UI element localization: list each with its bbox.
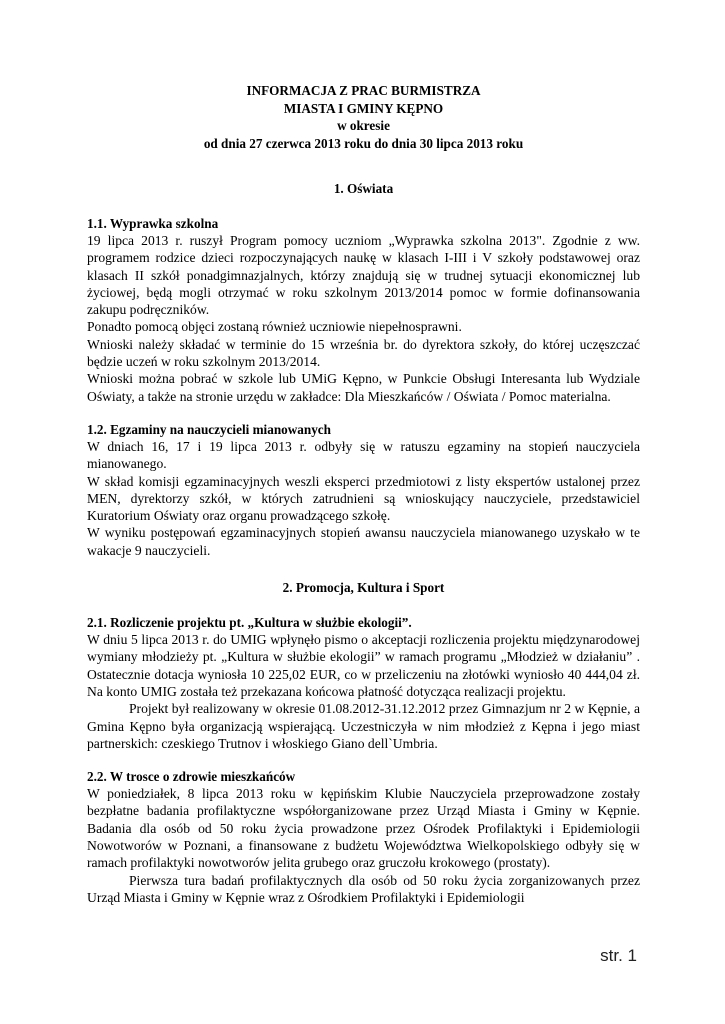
subsection-1-2-paragraph: W wyniku postępowań egzaminacyjnych stopień awansu nauczyciela mianowanego uzyskało w te wakacje 9 nauczycieli. (87, 525, 640, 558)
subsection-1-1-paragraph: Wnioski należy składać w terminie do 15 września br. do dyrektora szkoły, do której uczęszczać będzie uczeń w roku szkolnym 2013/2014. (87, 336, 640, 370)
document-header (87, 82, 640, 152)
subsection-2-2-paragraph: W poniedziałek, 8 lipca 2013 roku w kępińskim Klubie Nauczyciela przeprowadzone zostały bezpłatne badania profilaktyczne współorganizowane przez Urząd Miasta i Gminy w Kępnie. Badania dla osób od 50 roku życia prowadzone przez Ośrodek Profilaktyki i Epidemiologii Nowotworów w Poznani, a finansowane z budżetu Województwa Wielkopolskiego odbyły się w ramach profilaktyki nowotworów jelita grubego oraz gruczołu krokowego (prostaty). (87, 786, 640, 871)
header-title-line2: MIASTA I GMINY KĘPNO (283, 100, 444, 116)
subsection-1-1-paragraph: 19 lipca 2013 r. ruszył Program pomocy uczniom „Wyprawka szkolna 2013". Zgodnie z ww. programem rodzice dzieci rozpoczynających naukę w klasach I-III i V szkoły podstawowej oraz klasach II szkół ponadgimnazjalnych, którzy znajdują się w trudnej sytuacji ekonomicznej lub życiowej, będą mogli otrzymać w roku szkolnym 2013/2014 pomoc w formie dofinansowania zakupu podręczników. (87, 233, 640, 318)
subsection-1-1-title: 1.1. Wyprawka szkolna (87, 216, 219, 231)
section-1-title: 1. Oświata (333, 181, 394, 196)
subsection-1-1-paragraph: Ponadto pomocą objęci zostaną również uczniowie niepełnosprawni. (87, 319, 462, 335)
document-page (87, 82, 640, 906)
subsection-1-2-title: 1.2. Egzaminy na nauczycieli mianowanych (87, 421, 331, 437)
page-number: str. 1 (600, 946, 637, 965)
header-period-range: od dnia 27 czerwca 2013 roku do dnia 30 lipca 2013 roku (203, 135, 524, 151)
subsection-1-2-paragraph: W dniach 16, 17 i 19 lipca 2013 r. odbyły się w ratuszu egzaminy na stopień nauczyciela mianowanego. (87, 438, 640, 472)
subsection-2-1-paragraph: Projekt był realizowany w okresie 01.08.2012-31.12.2012 przez Gimnazjum nr 2 w Kępnie, a Gmina Kępno była organizacją wspierającą. Uczestniczyła w nim młodzież z Kępna i jego miast partnerskich: czeskiego Trutnov i włoskiego Giano dell`Umbria. (87, 701, 640, 751)
subsection-2-1-paragraph: W dniu 5 lipca 2013 r. do UMIG wpłynęło pismo o akceptacji rozliczenia projektu międzynarodowej wymiany młodzieży pt. „Kultura w służbie ekologii” w ramach programu „Młodzież w działaniu” . Ostatecznie dotacja wyniosła 10 225,02 EUR, co w przeliczeniu na złotówki wyniosło 40 444,04 zł. Na konto UMIG została też przekazana końcowa płatność dotycząca realizacji projektu. (87, 632, 640, 699)
subsection-2-1-title: 2.1. Rozliczenie projektu pt. „Kultura w służbie ekologii”. (87, 615, 412, 631)
header-period-label: w okresie (337, 118, 390, 133)
section-2-title: 2. Promocja, Kultura i Sport (282, 580, 445, 596)
subsection-2-2-paragraph: Pierwsza tura badań profilaktycznych dla osób od 50 roku życia zorganizowanych przez Urząd Miasta i Gminy w Kępnie wraz z Ośrodkiem Profilaktyki i Epidemiologii (87, 872, 640, 905)
subsection-1-1-paragraph: Wnioski można pobrać w szkole lub UMiG Kępno, w Punkcie Obsługi Interesanta lub Wydziale Oświaty, a także na stronie urzędu w zakładce: Dla Mieszkańców / Oświata / Pomoc materialna. (87, 371, 640, 404)
subsection-2-2-title: 2.2. W trosce o zdrowie mieszkańców (87, 769, 296, 785)
subsection-1-2-paragraph: W skład komisji egzaminacyjnych weszli eksperci przedmiotowi z listy ekspertów ustalonej przez MEN, dyrektorzy szkół, w których zatrudnieni są wnioskujący nauczyciele, przedstawiciel Kuratorium Oświaty oraz organu prowadzącego szkołę. (87, 473, 640, 524)
header-title-line1: INFORMACJA Z PRAC BURMISTRZA (246, 83, 481, 98)
